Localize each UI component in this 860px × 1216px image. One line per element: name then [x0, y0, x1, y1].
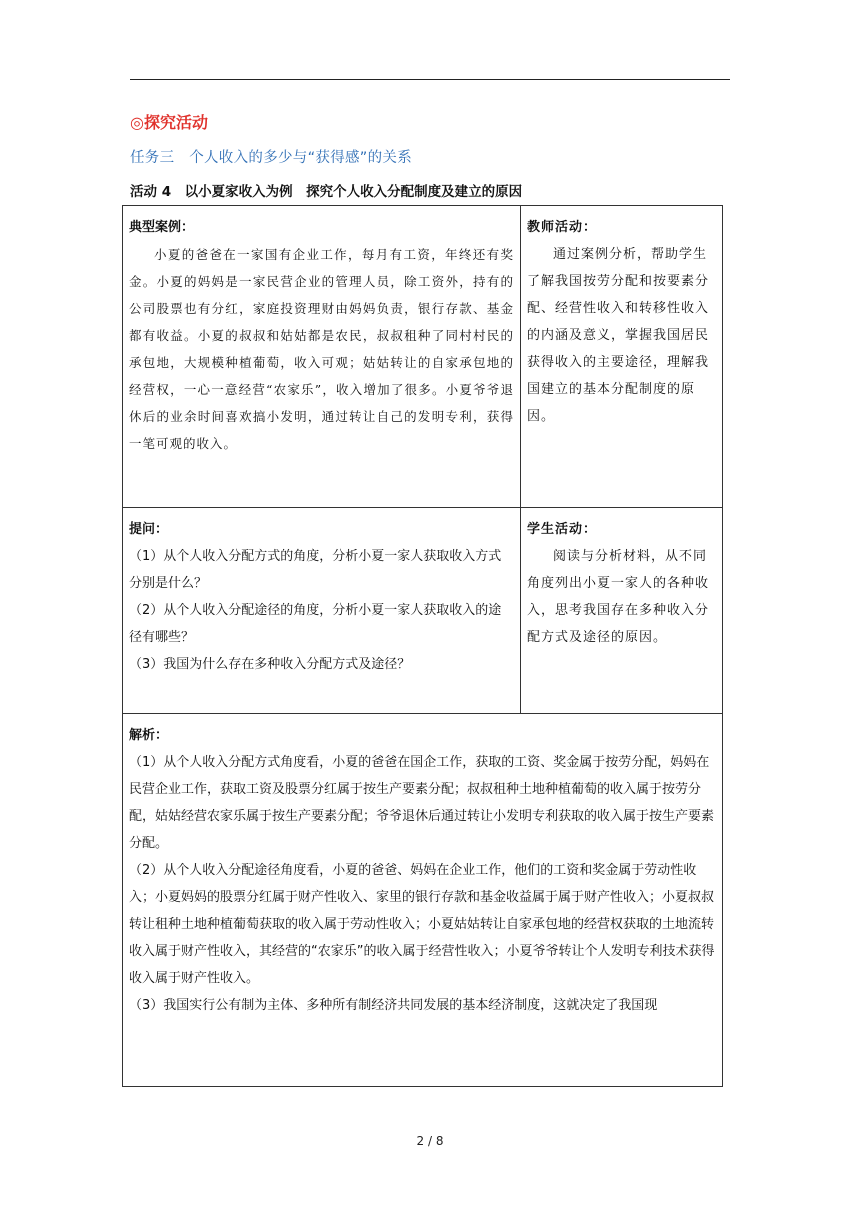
student-text: 阅读与分析材料，从不同角度列出小夏一家人的各种收入，思考我国存在多种收入分配方式及途径的原因。 — [527, 549, 710, 645]
question-item: （2）从个人收入分配途径的角度，分析小夏一家人获取收入的途径有哪些？ — [129, 603, 502, 645]
header-rule — [130, 79, 730, 80]
analysis-item: （2）从个人收入分配途径角度看，小夏的爸爸、妈妈在企业工作，他们的工资和奖金属于劳动性收入；小夏妈妈的股票分红属于财产性收入、家里的银行存款和基金收益属于属于财产性收入；小夏叔叔转让租种土地种植葡萄获取的收入属于劳动性收入；小夏姑姑转让自家承包地的经营权获取的土地流转收入属于财产性收入，其经营的“农家乐”的收入属于经营性收入；小夏爷爷转让个人发明专利技术获得收入属于财产性收入。 — [129, 863, 715, 986]
question-row — [123, 508, 723, 714]
activity-table — [122, 205, 723, 1087]
case-row — [123, 206, 723, 508]
teacher-heading: 教师活动： — [527, 220, 598, 235]
teacher-text: 通过案例分析，帮助学生了解我国按劳分配和按要素分配、经营性收入和转移性收入的内涵及意义，掌握我国居民获得收入的主要途径，理解我国建立的基本分配制度的原因。 — [527, 247, 710, 424]
task-heading: 任务三 个人收入的多少与“获得感”的关系 — [130, 150, 413, 166]
case-text: 小夏的爸爸在一家国有企业工作，每月有工资，年终还有奖金。小夏的妈妈是一家民营企业的管理人员，除工资外，持有的公司股票也有分红，家庭投资理财由妈妈负责，银行存款、基金都有收益。小夏的叔叔和姑姑都是农民，叔叔租种了同村村民的承包地，大规模种植葡萄，收入可观；姑姑转让的自家承包地的经营权，一心一意经营“农家乐”，收入增加了很多。小夏爷爷退休后的业余时间喜欢搞小发明，通过转让自己的发明专利，获得一笔可观的收入。 — [129, 247, 514, 451]
teacher-cell — [521, 206, 723, 508]
case-heading: 典型案例： — [129, 220, 195, 235]
analysis-row — [123, 714, 723, 1087]
student-cell — [521, 508, 723, 714]
question-item: （3）我国为什么存在多种收入分配方式及途径？ — [129, 657, 411, 672]
question-item: （1）从个人收入分配方式的角度，分析小夏一家人获取收入方式分别是什么？ — [129, 549, 502, 591]
analysis-cell — [123, 714, 723, 1087]
analysis-item: （3）我国实行公有制为主体、多种所有制经济共同发展的基本经济制度，这就决定了我国现 — [129, 998, 658, 1013]
case-cell — [123, 206, 521, 508]
page-number: 2 / 8 — [416, 1134, 444, 1148]
activity-heading: 活动 4 以小夏家收入为例 探究个人收入分配制度及建立的原因 — [130, 184, 523, 200]
question-heading: 提问： — [129, 522, 169, 537]
student-heading: 学生活动： — [527, 522, 598, 537]
analysis-heading: 解析： — [129, 728, 169, 743]
analysis-item: （1）从个人收入分配方式角度看，小夏的爸爸在国企工作，获取的工资、奖金属于按劳分配，妈妈在民营企业工作，获取工资及股票分红属于按生产要素分配；叔叔租种土地种植葡萄的收入属于按劳分配，姑姑经营农家乐属于按生产要素分配；爷爷退休后通过转让小发明专利获取的收入属于按生产要素分配。 — [129, 755, 715, 851]
explore-heading: ◎探究活动 — [130, 113, 208, 132]
question-cell — [123, 508, 521, 714]
